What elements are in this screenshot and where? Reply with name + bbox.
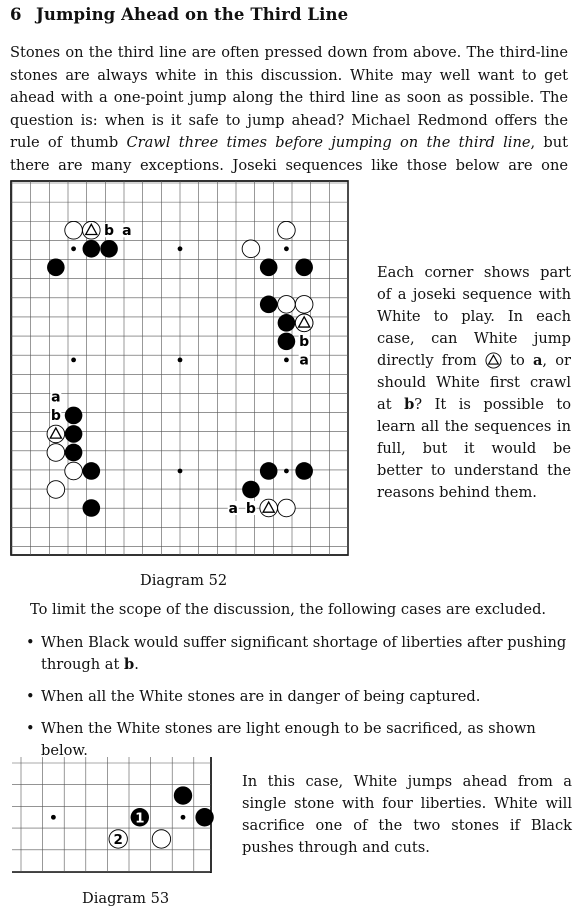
move-label-b: b xyxy=(299,334,310,351)
section-heading xyxy=(10,5,348,24)
section-number: 6 xyxy=(10,5,22,24)
black-stone xyxy=(260,296,278,314)
hoshi-point xyxy=(178,469,183,474)
white-stone xyxy=(65,221,83,239)
hoshi-point xyxy=(71,357,76,362)
black-stone xyxy=(260,462,278,480)
black-stone xyxy=(195,808,213,826)
diagram-52-caption: Diagram 52 xyxy=(140,572,228,589)
move-label-a: a xyxy=(51,389,61,406)
move-label-b: b xyxy=(50,408,61,425)
move-label-a: a xyxy=(122,223,132,240)
hoshi-point xyxy=(284,357,289,362)
hoshi-point xyxy=(284,246,289,251)
exclusion-bold: b xyxy=(124,656,135,673)
black-stone xyxy=(65,425,83,443)
intro-text-2: , but there are many exceptions. Joseki sequences like those below are one xyxy=(10,134,568,174)
exclusion-text: When all the White stones are in danger of being captured. xyxy=(41,688,481,705)
black-stone xyxy=(83,499,101,517)
white-stone xyxy=(242,240,260,258)
hoshi-point xyxy=(71,246,76,251)
black-stone xyxy=(83,462,101,480)
diagram-53-explanation: In this case, White jumps ahead from a single stone with four liberties. White will sacrifice one of the two stones if Black pushes through and cuts. xyxy=(242,773,572,856)
black-stone xyxy=(174,786,192,804)
move-label-a: a xyxy=(299,352,309,369)
hoshi-point xyxy=(181,815,186,820)
exclusion-text: When Black would suffer significant shortage of liberties after pushing through at xyxy=(41,634,567,673)
intro-paragraph xyxy=(10,42,568,200)
exclusion-text: When the White stones are light enough to be sacrificed, as shown below. xyxy=(41,720,536,759)
hoshi-point xyxy=(178,357,183,362)
black-stone xyxy=(278,314,296,332)
rule-of-thumb: Crawl three times before jumping on the third line xyxy=(126,134,531,151)
grid-lines xyxy=(12,757,211,872)
go-board-diagram-53 xyxy=(10,755,215,875)
white-stone xyxy=(278,499,296,517)
move-number: 2 xyxy=(113,831,123,848)
white-stone xyxy=(152,830,170,848)
black-stone xyxy=(100,240,118,258)
black-stone xyxy=(47,259,65,277)
section-title: Jumping Ahead on the Third Line xyxy=(36,5,349,24)
white-stone xyxy=(295,296,313,314)
black-stone xyxy=(83,240,101,258)
exclusions-intro: To limit the scope of the discussion, the following cases are excluded. xyxy=(30,601,547,618)
move-label-a: a xyxy=(228,500,238,517)
hoshi-point xyxy=(178,246,183,251)
white-stone xyxy=(65,462,83,480)
white-stone xyxy=(47,481,65,499)
exclusion-item xyxy=(26,686,572,708)
label-a: a xyxy=(532,352,543,369)
white-stone xyxy=(278,221,296,239)
diagram-53-caption: Diagram 53 xyxy=(82,890,170,907)
white-stone xyxy=(278,296,296,314)
side-text-1: Each corner shows part of a joseki sequence with White to play. In each case, can White jump directly from xyxy=(377,264,571,369)
hoshi-point xyxy=(284,469,289,474)
board-frame xyxy=(11,181,348,555)
intro-text-1: Stones on the third line are often pressed down from above. The third-line stones are always white in this discussion. White may well want to get ahead with a one-point jump along the third line as soon as possible. The question is: when is it safe to jump ahead? Michael Redmond offers the rule of thumb xyxy=(10,44,568,151)
black-stone xyxy=(65,407,83,425)
black-stone xyxy=(295,259,313,277)
black-stone xyxy=(278,333,296,351)
black-stone xyxy=(295,462,313,480)
move-label-b: b xyxy=(245,500,256,517)
side-text-2: to xyxy=(501,352,533,369)
triangle-white-stone-icon xyxy=(485,352,502,369)
black-stone xyxy=(65,444,83,462)
black-stone xyxy=(242,481,260,499)
move-label-b: b xyxy=(104,223,115,240)
diagram-52-explanation xyxy=(377,262,571,504)
exclusion-item xyxy=(26,632,572,676)
hoshi-point xyxy=(51,815,56,820)
exclusions-list xyxy=(26,632,572,772)
exclusion-end: . xyxy=(134,656,139,673)
side-text-4: ? It is possible to learn all the sequences in full, but it would be better to understand the reasons behind them. xyxy=(377,396,571,501)
label-b: b xyxy=(404,396,415,413)
go-board-diagram-52 xyxy=(10,180,350,556)
side-text-3: , or should White first crawl at xyxy=(377,352,571,413)
black-stone xyxy=(260,259,278,277)
move-number: 1 xyxy=(135,810,145,827)
white-stone xyxy=(47,444,65,462)
